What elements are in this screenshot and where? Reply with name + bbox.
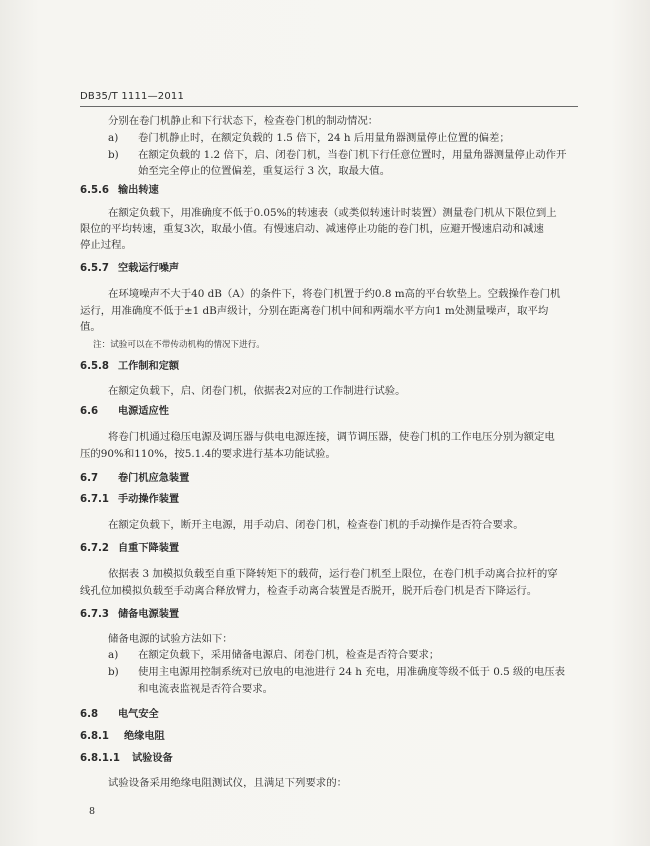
paragraph-continued: 运行，用准确度不低于±1 dB声级计，分别在距离卷门机中间和两端水平方向1 m处测量噪声，取平均	[80, 305, 549, 317]
paragraph: 在环境噪声不大于40 dB（A）的条件下，将卷门机置于约0.8 m高的平台软垫上。空载操作卷门机	[108, 288, 561, 300]
section-heading	[80, 493, 179, 507]
list-label: a)	[108, 132, 119, 144]
section-number: 6.8.1.1	[80, 753, 120, 764]
list-item	[108, 665, 565, 679]
paragraph-continued: 压的90%和110%，按5.1.4的要求进行基本功能试验。	[80, 448, 336, 460]
section-number: 6.7	[80, 473, 99, 484]
section-title: 工作制和定额	[118, 361, 180, 372]
list-label: b)	[108, 666, 119, 678]
section-number: 6.8	[80, 709, 99, 720]
section-heading	[80, 472, 189, 486]
section-number: 6.5.8	[80, 361, 110, 372]
section-heading	[80, 184, 159, 198]
paragraph-continued: 限位的平均转速，重复3次，取最小值。有慢速启动、减速停止功能的卷门机，应避开慢速启动和减速	[80, 223, 544, 235]
list-text-continued: 始至完全停止的位置偏差，重复运行 3 次，取最大值。	[138, 165, 391, 177]
section-title: 输出转速	[118, 185, 159, 196]
list-text-continued: 和电流表监视是否符合要求。	[138, 683, 274, 695]
paragraph-continued: 停止过程。	[80, 239, 132, 251]
paragraph: 分别在卷门机静止和下行状态下，检查卷门机的制动情况：	[108, 115, 379, 127]
section-heading	[80, 708, 159, 722]
paragraph: 储备电源的试验方法如下：	[108, 633, 233, 645]
paragraph: 将卷门机通过稳压电源及调压器与供电电源连接，调节调压器，使卷门机的工作电压分别为额定电	[108, 431, 555, 443]
list-text: 卷门机静止时，在额定负载的 1.5 倍下，24 h 后用量角器测量停止位置的偏差；	[138, 132, 510, 144]
section-title: 试验设备	[132, 753, 173, 764]
list-label: b)	[108, 149, 119, 161]
section-title: 空载运行噪声	[118, 263, 180, 274]
section-title: 绝缘电阻	[124, 731, 165, 742]
section-title: 电源适应性	[118, 406, 169, 417]
header-rule	[80, 106, 578, 107]
list-label: a)	[108, 649, 119, 661]
section-number: 6.5.7	[80, 263, 110, 274]
paragraph: 在额定负载下，用准确度不低于0.05%的转速表（或类似转速计时装置）测量卷门机从下限位到上	[108, 207, 557, 219]
section-title: 电气安全	[118, 709, 159, 720]
section-number: 6.7.1	[80, 494, 110, 505]
section-heading	[80, 360, 179, 374]
section-title: 卷门机应急装置	[118, 473, 190, 484]
section-number: 6.7.2	[80, 543, 110, 554]
section-number: 6.6	[80, 406, 99, 417]
section-heading	[80, 542, 179, 556]
list-text: 在额定负载的 1.2 倍下，启、闭卷门机，当卷门机下行任意位置时，用量角器测量停止动作开	[138, 149, 567, 161]
section-heading	[80, 752, 173, 766]
section-heading	[80, 730, 165, 744]
paragraph: 在额定负载下，断开主电源，用手动启、闭卷门机，检查卷门机的手动操作是否符合要求。	[108, 519, 524, 531]
section-heading	[80, 608, 179, 622]
paragraph: 在额定负载下，启、闭卷门机，依据表2对应的工作制进行试验。	[108, 385, 406, 397]
paragraph-continued: 值。	[80, 321, 101, 333]
list-text: 使用主电源用控制系统对已放电的电池进行 24 h 充电，用准确度等级不低于 0.5 级的电压表	[138, 666, 566, 678]
section-number: 6.5.6	[80, 185, 110, 196]
list-item	[108, 148, 566, 162]
section-number: 6.7.3	[80, 609, 110, 620]
paragraph-continued: 线孔位加模拟负载至手动离合释放臂力，检查手动离合装置是否脱开，脱开后卷门机是否下降运行。	[80, 585, 538, 597]
paragraph: 试验设备采用绝缘电阻测试仪，且满足下列要求的：	[108, 777, 347, 789]
list-text: 在额定负载下，采用储备电源启、闭卷门机，检查是否符合要求；	[138, 649, 440, 661]
section-title: 自重下降装置	[118, 543, 180, 554]
section-heading	[80, 405, 169, 419]
page-number: 8	[89, 806, 96, 817]
list-item	[108, 131, 510, 145]
section-number: 6.8.1	[80, 731, 110, 742]
section-title: 手动操作装置	[118, 494, 180, 505]
list-item	[108, 648, 439, 662]
standard-code: DB35/T 1111—2011	[80, 91, 185, 102]
section-title: 储备电源装置	[118, 609, 180, 620]
section-heading	[80, 262, 179, 276]
note: 注：试验可以在不带传动机构的情况下进行。	[93, 340, 265, 350]
paragraph: 依据表 3 加模拟负载至自重下降转矩下的载荷，运行卷门机至上限位，在卷门机手动离合拉杆的穿	[108, 568, 558, 580]
